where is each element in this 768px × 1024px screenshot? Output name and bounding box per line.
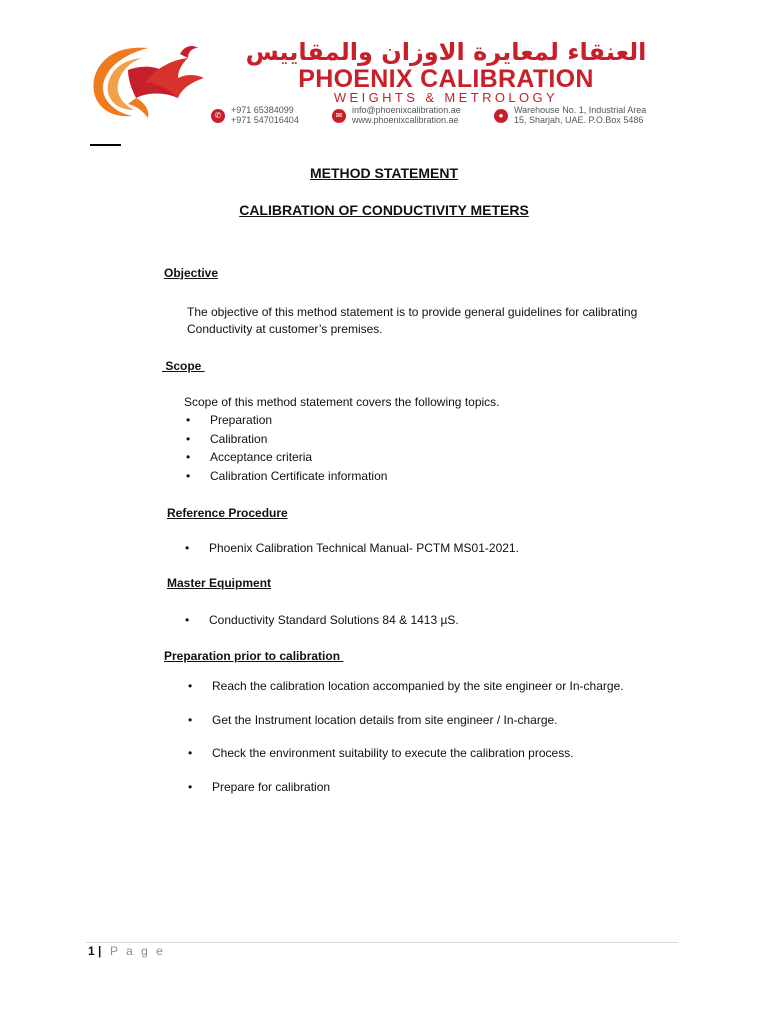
bullet-icon: • [185, 613, 190, 627]
contact-phones [231, 105, 299, 125]
list-item: • Calibration Certificate information [186, 468, 388, 483]
objective-text [187, 304, 637, 338]
reference-list [185, 541, 519, 555]
contact-address [514, 105, 646, 125]
objective-line-1: The objective of this method statement is to provide general guidelines for calibrating [187, 305, 638, 319]
website-link[interactable]: www.phoenixcalibration.ae [352, 115, 459, 125]
bullet-icon: • [185, 541, 190, 555]
list-item: • Acceptance criteria [186, 450, 313, 464]
bullet-icon: • [188, 746, 193, 760]
list-item: • Preparation [186, 413, 273, 427]
bullet-icon: • [188, 712, 193, 727]
reference-heading: Reference Procedure [167, 506, 288, 520]
phoenix-logo [88, 40, 210, 120]
objective-line-2: Conductivity at customer’s premises. [187, 322, 383, 336]
scope-intro: Scope of this method statement covers the following topics. [184, 395, 500, 409]
phone-icon: ✆ [211, 109, 225, 123]
master-equipment-heading: Master Equipment [167, 576, 272, 590]
contact-web [352, 105, 461, 125]
list-item: • Check the environment suitability to execute the calibration process. [188, 746, 574, 760]
page-label: P a g e [110, 944, 166, 958]
bullet-icon: • [188, 779, 193, 794]
company-arabic-name: العنقاء لمعايرة الاوزان والمقاييس [245, 38, 647, 66]
document-subtitle: CALIBRATION OF CONDUCTIVITY METERS [239, 202, 529, 218]
company-tagline: WEIGHTS & METROLOGY [333, 90, 559, 105]
objective-heading: Objective [164, 266, 219, 280]
bullet-icon: • [188, 679, 193, 693]
list-item: • Get the Instrument location details from site engineer / In-charge. [188, 712, 558, 727]
preparation-heading: Preparation prior to calibration [164, 649, 344, 663]
master-equipment-list [185, 613, 459, 627]
bullet-icon: • [186, 413, 191, 427]
header-divider [90, 144, 121, 146]
phone-1: +971 65384099 [231, 105, 294, 115]
list-item: • Phoenix Calibration Technical Manual- PCTM MS01-2021. [185, 541, 519, 555]
bullet-icon: • [186, 431, 191, 446]
list-item: • Reach the calibration location accompanied by the site engineer or In-charge. [188, 679, 624, 693]
document-title: METHOD STATEMENT [309, 165, 459, 181]
preparation-list [188, 679, 624, 813]
footer-divider [86, 942, 678, 943]
company-name: PHOENIX CALIBRATION [298, 65, 594, 93]
page-number: 1 | [88, 944, 102, 958]
email-icon: ✉ [332, 109, 346, 123]
bullet-icon: • [186, 468, 191, 483]
phone-2: +971 547016404 [231, 115, 299, 125]
bullet-icon: • [186, 450, 191, 464]
email-address[interactable]: info@phoenixcalibration.ae [352, 105, 461, 115]
scope-list [186, 413, 388, 487]
address-line-2: 15, Sharjah, UAE. P.O.Box 5486 [514, 115, 644, 125]
list-item: • Calibration [186, 431, 268, 446]
address-line-1: Warehouse No. 1, Industrial Area [514, 105, 647, 115]
list-item: • Conductivity Standard Solutions 84 & 1413 µS. [185, 613, 459, 627]
scope-heading: Scope [162, 359, 205, 373]
list-item: • Prepare for calibration [188, 779, 331, 794]
location-icon: ● [494, 109, 508, 123]
